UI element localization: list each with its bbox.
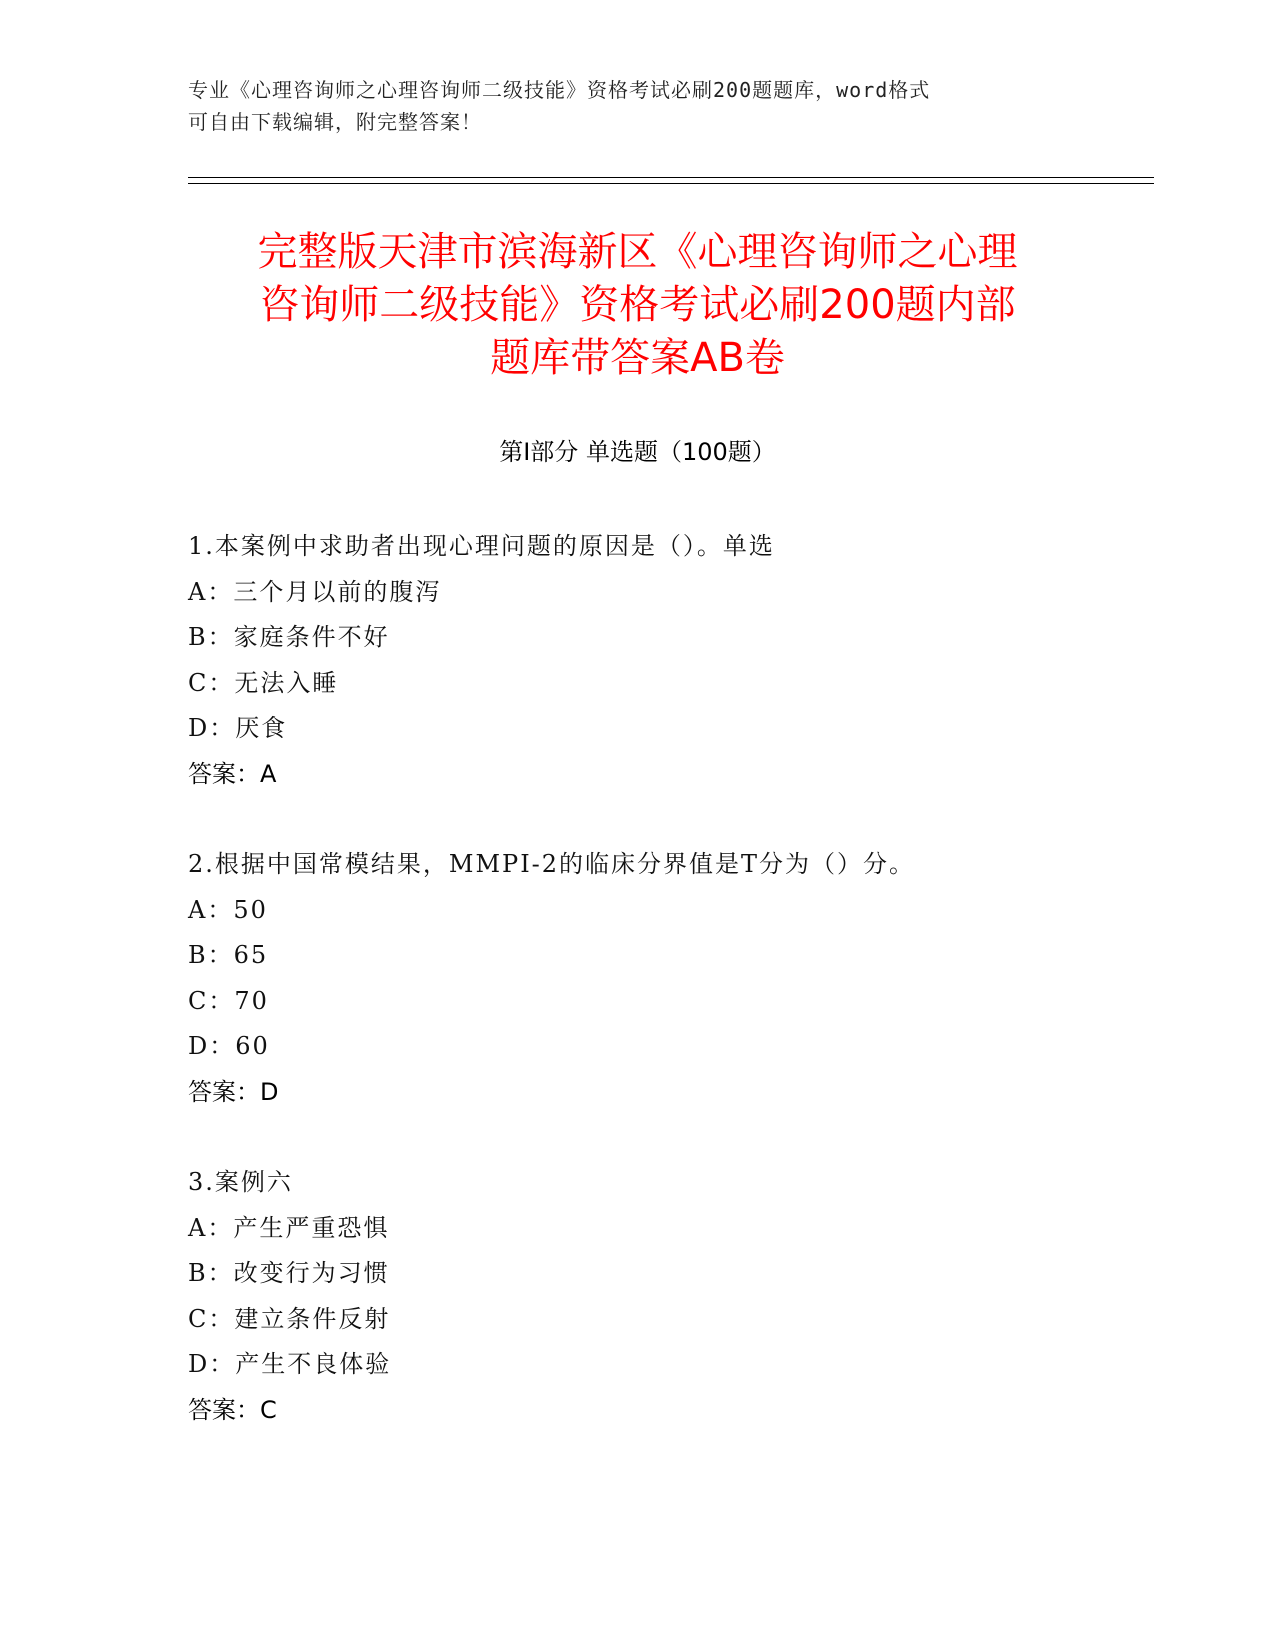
option-c: C：无法入睡 [188,668,339,697]
question-1 [188,524,1188,797]
option-c: C：70 [188,986,269,1015]
document-title-line-1: 完整版天津市滨海新区《心理咨询师之心理 [257,229,1018,275]
document-title [150,226,1125,385]
document-title-line-2: 咨询师二级技能》资格考试必刷200题内部 [259,282,1016,328]
question-stem: 1.本案例中求助者出现心理问题的原因是（）。单选 [188,532,775,560]
question-stem: 2.根据中国常模结果，MMPI-2的临床分界值是T分为（）分。 [188,850,916,878]
option-b: B：改变行为习惯 [188,1259,390,1287]
answer-line: 答案：A [188,759,277,788]
question-3 [188,1160,1188,1433]
header-note [188,74,1068,138]
option-d: D：产生不良体验 [188,1350,392,1378]
option-b: B：家庭条件不好 [188,623,390,651]
header-note-line-1: 专业《心理咨询师之心理咨询师二级技能》资格考试必刷200题题库，word格式 [188,78,931,102]
option-a: A：50 [188,895,268,924]
option-d: D：厌食 [188,714,288,742]
answer-line: 答案：D [188,1077,279,1106]
option-b: B：65 [188,941,269,969]
header-divider-thick [188,177,1154,178]
option-d: D：60 [188,1032,270,1060]
question-stem: 3.案例六 [188,1168,293,1196]
option-c: C：建立条件反射 [188,1304,391,1333]
section-heading: 第Ⅰ部分 单选题（100题） [499,438,776,466]
question-2 [188,842,1188,1115]
option-a: A：三个月以前的腹泻 [188,577,442,606]
option-a: A：产生严重恐惧 [188,1213,390,1242]
answer-line: 答案：C [188,1395,277,1424]
document-title-line-3: 题库带答案AB卷 [490,335,785,381]
header-note-line-2: 可自由下载编辑，附完整答案！ [188,110,482,134]
header-divider-thin [188,183,1154,184]
